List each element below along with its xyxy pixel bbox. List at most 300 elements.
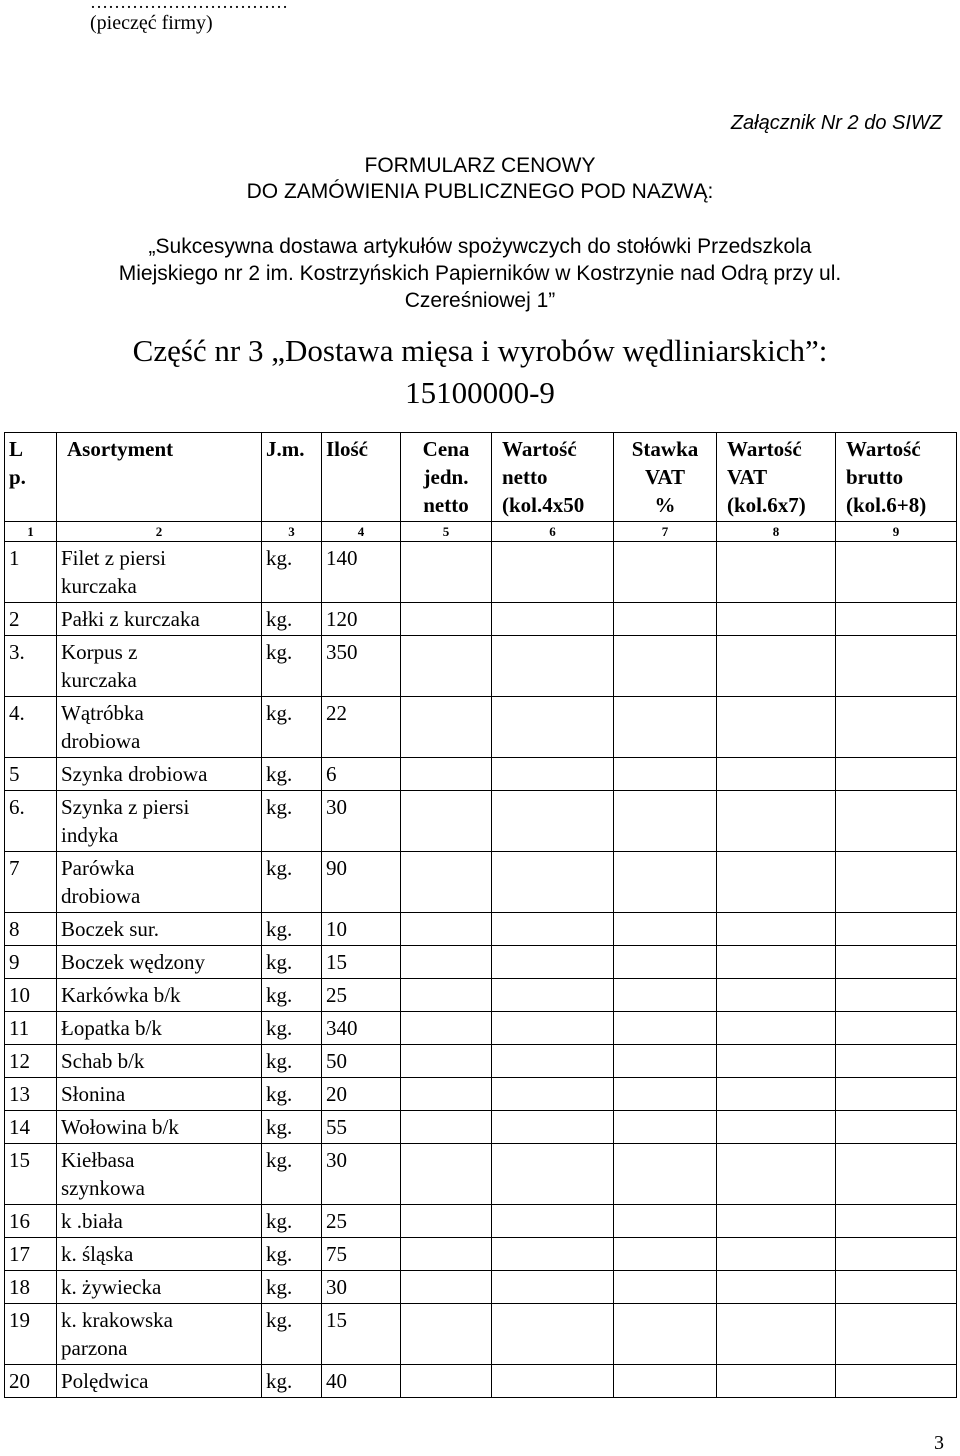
row-number-text: 4. bbox=[9, 701, 25, 725]
gross-value-cell-empty[interactable] bbox=[836, 1012, 957, 1045]
unit-price-cell-empty[interactable] bbox=[401, 946, 492, 979]
header-text: % bbox=[654, 493, 676, 517]
vat-value-cell-empty[interactable] bbox=[717, 542, 836, 603]
gross-value-cell-empty[interactable] bbox=[836, 1205, 957, 1238]
quantity bbox=[322, 1045, 401, 1078]
header-text: Stawka bbox=[631, 437, 699, 461]
header-vat-rate bbox=[614, 433, 717, 522]
row-number bbox=[5, 697, 57, 758]
gross-value-cell-empty[interactable] bbox=[836, 636, 957, 697]
company-stamp-placeholder: …………………………… bbox=[90, 0, 288, 12]
row-number-text: 19 bbox=[9, 1308, 30, 1332]
quantity-text: 30 bbox=[326, 1148, 347, 1172]
unit-of-measure-text: kg. bbox=[266, 607, 293, 631]
net-value-cell-empty[interactable] bbox=[492, 1238, 614, 1271]
net-value-cell-empty[interactable] bbox=[492, 1111, 614, 1144]
net-value-cell-empty[interactable] bbox=[492, 913, 614, 946]
unit-of-measure bbox=[262, 1238, 322, 1271]
gross-value-cell-empty[interactable] bbox=[836, 1238, 957, 1271]
unit-price-cell-empty[interactable] bbox=[401, 1111, 492, 1144]
quantity-text: 22 bbox=[326, 701, 347, 725]
vat-value-cell-empty[interactable] bbox=[717, 1012, 836, 1045]
assortment-name bbox=[57, 1238, 262, 1271]
header-text: L bbox=[9, 437, 24, 461]
net-value-cell-empty[interactable] bbox=[492, 1012, 614, 1045]
header-row bbox=[5, 433, 957, 522]
net-value-cell-empty[interactable] bbox=[492, 1304, 614, 1365]
assortment-name bbox=[57, 1304, 262, 1365]
unit-price-cell-empty[interactable] bbox=[401, 1365, 492, 1398]
assortment-name bbox=[57, 542, 262, 603]
header-text: netto bbox=[502, 465, 548, 489]
vat-value-cell-empty[interactable] bbox=[717, 1304, 836, 1365]
quantity-text: 55 bbox=[326, 1115, 347, 1139]
header-gross-value bbox=[836, 433, 957, 522]
vat-value-cell-empty[interactable] bbox=[717, 603, 836, 636]
row-number-text: 9 bbox=[9, 950, 20, 974]
vat-value-cell-empty[interactable] bbox=[717, 1078, 836, 1111]
vat-rate-cell-empty[interactable] bbox=[614, 1012, 717, 1045]
vat-rate-cell-empty[interactable] bbox=[614, 1078, 717, 1111]
vat-value-cell-empty[interactable] bbox=[717, 913, 836, 946]
gross-value-cell-empty[interactable] bbox=[836, 946, 957, 979]
header-text: (kol.6x7) bbox=[727, 493, 806, 517]
vat-rate-cell-empty[interactable] bbox=[614, 636, 717, 697]
net-value-cell-empty[interactable] bbox=[492, 1271, 614, 1304]
assortment-name-text: k .biała bbox=[61, 1209, 123, 1233]
header-quantity bbox=[322, 433, 401, 522]
unit-of-measure bbox=[262, 1304, 322, 1365]
gross-value-cell-empty[interactable] bbox=[836, 979, 957, 1012]
row-number-text: 8 bbox=[9, 917, 20, 941]
assortment-name bbox=[57, 1045, 262, 1078]
net-value-cell-empty[interactable] bbox=[492, 1045, 614, 1078]
net-value-cell-empty[interactable] bbox=[492, 1144, 614, 1205]
net-value-cell-empty[interactable] bbox=[492, 542, 614, 603]
form-title bbox=[0, 153, 960, 205]
column-number-row bbox=[5, 522, 957, 542]
vat-rate-cell-empty[interactable] bbox=[614, 1111, 717, 1144]
row-number bbox=[5, 1045, 57, 1078]
column-number: 7 bbox=[614, 522, 717, 542]
vat-rate-cell-empty[interactable] bbox=[614, 946, 717, 979]
gross-value-cell-empty[interactable] bbox=[836, 791, 957, 852]
assortment-name-text: Wołowina b/k bbox=[61, 1115, 179, 1139]
unit-price-cell-empty[interactable] bbox=[401, 697, 492, 758]
quantity bbox=[322, 1012, 401, 1045]
unit-price-cell-empty[interactable] bbox=[401, 542, 492, 603]
unit-of-measure bbox=[262, 852, 322, 913]
vat-value-cell-empty[interactable] bbox=[717, 1271, 836, 1304]
subject-line: Miejskiego nr 2 im. Kostrzyńskich Papierników w Kostrzynie nad Odrą przy ul. bbox=[118, 262, 842, 285]
row-number bbox=[5, 1304, 57, 1365]
company-stamp-label: (pieczęć firmy) bbox=[90, 12, 213, 34]
assortment-name-text: Słonina bbox=[61, 1082, 126, 1106]
row-number bbox=[5, 1111, 57, 1144]
quantity-text: 25 bbox=[326, 1209, 347, 1233]
table-row bbox=[5, 1271, 957, 1304]
quantity-text: 120 bbox=[326, 607, 358, 631]
header-text: p. bbox=[9, 465, 26, 489]
header-text: Wartość bbox=[502, 437, 577, 461]
header-text: netto bbox=[423, 493, 469, 517]
vat-value-cell-empty[interactable] bbox=[717, 1365, 836, 1398]
table-row bbox=[5, 1205, 957, 1238]
table-row bbox=[5, 913, 957, 946]
unit-of-measure bbox=[262, 1078, 322, 1111]
quantity bbox=[322, 1078, 401, 1111]
vat-rate-cell-empty[interactable] bbox=[614, 791, 717, 852]
row-number bbox=[5, 758, 57, 791]
vat-value-cell-empty[interactable] bbox=[717, 1238, 836, 1271]
unit-price-cell-empty[interactable] bbox=[401, 636, 492, 697]
assortment-name-text: Filet z piersi bbox=[61, 546, 166, 570]
unit-price-cell-empty[interactable] bbox=[401, 791, 492, 852]
unit-of-measure-text: kg. bbox=[266, 917, 293, 941]
unit-of-measure bbox=[262, 1205, 322, 1238]
unit-of-measure bbox=[262, 1144, 322, 1205]
header-text: (kol.6+8) bbox=[846, 493, 927, 517]
quantity-text: 20 bbox=[326, 1082, 347, 1106]
column-number: 6 bbox=[492, 522, 614, 542]
unit-of-measure-text: kg. bbox=[266, 1082, 293, 1106]
header-text: VAT bbox=[644, 465, 686, 489]
header-unit bbox=[262, 433, 322, 522]
vat-rate-cell-empty[interactable] bbox=[614, 603, 717, 636]
unit-of-measure-text: kg. bbox=[266, 983, 293, 1007]
unit-of-measure-text: kg. bbox=[266, 1242, 293, 1266]
vat-value-cell-empty[interactable] bbox=[717, 791, 836, 852]
unit-price-cell-empty[interactable] bbox=[401, 913, 492, 946]
assortment-name bbox=[57, 697, 262, 758]
vat-rate-cell-empty[interactable] bbox=[614, 852, 717, 913]
column-number: 9 bbox=[836, 522, 957, 542]
row-number bbox=[5, 852, 57, 913]
row-number bbox=[5, 913, 57, 946]
quantity-text: 90 bbox=[326, 856, 347, 880]
table-row bbox=[5, 758, 957, 791]
row-number bbox=[5, 1012, 57, 1045]
quantity bbox=[322, 979, 401, 1012]
gross-value-cell-empty[interactable] bbox=[836, 1144, 957, 1205]
vat-rate-cell-empty[interactable] bbox=[614, 697, 717, 758]
row-number bbox=[5, 1271, 57, 1304]
gross-value-cell-empty[interactable] bbox=[836, 852, 957, 913]
header-text: Cena bbox=[422, 437, 470, 461]
table-row bbox=[5, 1012, 957, 1045]
unit-price-cell-empty[interactable] bbox=[401, 1238, 492, 1271]
vat-value-cell-empty[interactable] bbox=[717, 636, 836, 697]
unit-price-cell-empty[interactable] bbox=[401, 852, 492, 913]
vat-value-cell-empty[interactable] bbox=[717, 1205, 836, 1238]
gross-value-cell-empty[interactable] bbox=[836, 542, 957, 603]
net-value-cell-empty[interactable] bbox=[492, 1205, 614, 1238]
unit-price-cell-empty[interactable] bbox=[401, 1045, 492, 1078]
row-number-text: 1 bbox=[9, 546, 20, 570]
unit-of-measure-text: kg. bbox=[266, 1016, 293, 1040]
vat-rate-cell-empty[interactable] bbox=[614, 1045, 717, 1078]
unit-price-cell-empty[interactable] bbox=[401, 1144, 492, 1205]
unit-of-measure-text: kg. bbox=[266, 1049, 293, 1073]
vat-value-cell-empty[interactable] bbox=[717, 1144, 836, 1205]
header-assortment bbox=[57, 433, 262, 522]
net-value-cell-empty[interactable] bbox=[492, 946, 614, 979]
assortment-name-text: Polędwica bbox=[61, 1369, 149, 1393]
quantity-text: 10 bbox=[326, 917, 347, 941]
header-vat-value bbox=[717, 433, 836, 522]
gross-value-cell-empty[interactable] bbox=[836, 697, 957, 758]
column-number: 4 bbox=[322, 522, 401, 542]
assortment-name-text: k. śląska bbox=[61, 1242, 134, 1266]
table-row bbox=[5, 1111, 957, 1144]
quantity bbox=[322, 852, 401, 913]
vat-rate-cell-empty[interactable] bbox=[614, 913, 717, 946]
assortment-name-text: indyka bbox=[61, 823, 119, 847]
row-number bbox=[5, 1365, 57, 1398]
unit-price-cell-empty[interactable] bbox=[401, 603, 492, 636]
assortment-name bbox=[57, 1012, 262, 1045]
quantity-text: 25 bbox=[326, 983, 347, 1007]
assortment-name-text: Korpus z bbox=[61, 640, 138, 664]
unit-of-measure-text: kg. bbox=[266, 1308, 293, 1332]
quantity bbox=[322, 1111, 401, 1144]
net-value-cell-empty[interactable] bbox=[492, 697, 614, 758]
unit-price-cell-empty[interactable] bbox=[401, 1304, 492, 1365]
row-number bbox=[5, 636, 57, 697]
unit-of-measure-text: kg. bbox=[266, 795, 293, 819]
annex-label: Załącznik Nr 2 do SIWZ bbox=[730, 112, 942, 134]
quantity bbox=[322, 1365, 401, 1398]
assortment-name-text: Pałki z kurczaka bbox=[61, 607, 200, 631]
gross-value-cell-empty[interactable] bbox=[836, 1111, 957, 1144]
quantity bbox=[322, 1238, 401, 1271]
header-text: J.m. bbox=[266, 437, 305, 461]
unit-of-measure bbox=[262, 758, 322, 791]
subject-line: Czereśniowej 1” bbox=[404, 289, 556, 312]
table-row bbox=[5, 1045, 957, 1078]
net-value-cell-empty[interactable] bbox=[492, 603, 614, 636]
assortment-name-text: drobiowa bbox=[61, 884, 141, 908]
assortment-name bbox=[57, 603, 262, 636]
part-title bbox=[0, 330, 960, 414]
table-row bbox=[5, 636, 957, 697]
cpv-code: 15100000-9 bbox=[405, 375, 555, 410]
row-number bbox=[5, 1238, 57, 1271]
assortment-name bbox=[57, 636, 262, 697]
header-text: Wartość bbox=[846, 437, 921, 461]
row-number-text: 7 bbox=[9, 856, 20, 880]
unit-of-measure bbox=[262, 697, 322, 758]
header-text: Wartość bbox=[727, 437, 802, 461]
column-number: 8 bbox=[717, 522, 836, 542]
quantity-text: 75 bbox=[326, 1242, 347, 1266]
table-row bbox=[5, 1238, 957, 1271]
unit-of-measure bbox=[262, 791, 322, 852]
assortment-name bbox=[57, 946, 262, 979]
subject-line: „Sukcesywna dostawa artykułów spożywczych do stołówki Przedszkola bbox=[148, 235, 812, 258]
table-row bbox=[5, 697, 957, 758]
row-number bbox=[5, 946, 57, 979]
table-row bbox=[5, 542, 957, 603]
quantity-text: 30 bbox=[326, 1275, 347, 1299]
row-number-text: 5 bbox=[9, 762, 20, 786]
assortment-name-text: Łopatka b/k bbox=[61, 1016, 162, 1040]
vat-rate-cell-empty[interactable] bbox=[614, 1205, 717, 1238]
gross-value-cell-empty[interactable] bbox=[836, 758, 957, 791]
quantity bbox=[322, 946, 401, 979]
row-number-text: 3. bbox=[9, 640, 25, 664]
net-value-cell-empty[interactable] bbox=[492, 636, 614, 697]
unit-of-measure-text: kg. bbox=[266, 1148, 293, 1172]
row-number bbox=[5, 1205, 57, 1238]
net-value-cell-empty[interactable] bbox=[492, 979, 614, 1012]
net-value-cell-empty[interactable] bbox=[492, 758, 614, 791]
assortment-name bbox=[57, 979, 262, 1012]
table-row bbox=[5, 946, 957, 979]
column-number: 2 bbox=[57, 522, 262, 542]
header-text: Asortyment bbox=[67, 437, 174, 461]
gross-value-cell-empty[interactable] bbox=[836, 603, 957, 636]
gross-value-cell-empty[interactable] bbox=[836, 1365, 957, 1398]
quantity-text: 340 bbox=[326, 1016, 358, 1040]
column-number: 3 bbox=[262, 522, 322, 542]
unit-of-measure bbox=[262, 1365, 322, 1398]
table-row bbox=[5, 1078, 957, 1111]
assortment-name-text: kurczaka bbox=[61, 668, 137, 692]
row-number bbox=[5, 1078, 57, 1111]
quantity bbox=[322, 697, 401, 758]
unit-of-measure-text: kg. bbox=[266, 1115, 293, 1139]
unit-price-cell-empty[interactable] bbox=[401, 1205, 492, 1238]
table-row bbox=[5, 1365, 957, 1398]
assortment-name-text: Kiełbasa bbox=[61, 1148, 135, 1172]
unit-of-measure-text: kg. bbox=[266, 1369, 293, 1393]
quantity-text: 140 bbox=[326, 546, 358, 570]
row-number-text: 15 bbox=[9, 1148, 30, 1172]
row-number-text: 14 bbox=[9, 1115, 30, 1139]
net-value-cell-empty[interactable] bbox=[492, 852, 614, 913]
header-text: Ilość bbox=[326, 437, 368, 461]
unit-of-measure-text: kg. bbox=[266, 950, 293, 974]
vat-value-cell-empty[interactable] bbox=[717, 979, 836, 1012]
vat-rate-cell-empty[interactable] bbox=[614, 1238, 717, 1271]
unit-of-measure-text: kg. bbox=[266, 1275, 293, 1299]
unit-of-measure bbox=[262, 1045, 322, 1078]
row-number-text: 11 bbox=[9, 1016, 30, 1040]
unit-of-measure bbox=[262, 1111, 322, 1144]
row-number-text: 6. bbox=[9, 795, 25, 819]
table-row bbox=[5, 979, 957, 1012]
table-row bbox=[5, 1304, 957, 1365]
vat-rate-cell-empty[interactable] bbox=[614, 1304, 717, 1365]
vat-rate-cell-empty[interactable] bbox=[614, 758, 717, 791]
header-net-value bbox=[492, 433, 614, 522]
header-text: jedn. bbox=[423, 465, 469, 489]
header-text: (kol.4x50 bbox=[502, 493, 585, 517]
unit-price-cell-empty[interactable] bbox=[401, 1271, 492, 1304]
vat-value-cell-empty[interactable] bbox=[717, 697, 836, 758]
vat-value-cell-empty[interactable] bbox=[717, 1111, 836, 1144]
vat-value-cell-empty[interactable] bbox=[717, 852, 836, 913]
assortment-name-text: Szynka z piersi bbox=[61, 795, 190, 819]
assortment-name-text: k. żywiecka bbox=[61, 1275, 162, 1299]
unit-of-measure bbox=[262, 636, 322, 697]
row-number bbox=[5, 979, 57, 1012]
unit-of-measure bbox=[262, 1271, 322, 1304]
table-row bbox=[5, 603, 957, 636]
row-number-text: 20 bbox=[9, 1369, 30, 1393]
quantity-text: 15 bbox=[326, 1308, 347, 1332]
assortment-name bbox=[57, 1144, 262, 1205]
price-table bbox=[4, 432, 957, 1398]
assortment-name-text: Szynka drobiowa bbox=[61, 762, 208, 786]
net-value-cell-empty[interactable] bbox=[492, 791, 614, 852]
net-value-cell-empty[interactable] bbox=[492, 1365, 614, 1398]
row-number-text: 10 bbox=[9, 983, 30, 1007]
assortment-name-text: Boczek wędzony bbox=[61, 950, 206, 974]
column-number: 1 bbox=[5, 522, 57, 542]
unit-price-cell-empty[interactable] bbox=[401, 758, 492, 791]
vat-value-cell-empty[interactable] bbox=[717, 758, 836, 791]
gross-value-cell-empty[interactable] bbox=[836, 1271, 957, 1304]
unit-of-measure-text: kg. bbox=[266, 701, 293, 725]
quantity bbox=[322, 1271, 401, 1304]
assortment-name-text: kurczaka bbox=[61, 574, 137, 598]
part-name: Część nr 3 „Dostawa mięsa i wyrobów wędliniarskich”: bbox=[132, 333, 828, 368]
quantity bbox=[322, 603, 401, 636]
assortment-name bbox=[57, 1078, 262, 1111]
gross-value-cell-empty[interactable] bbox=[836, 1078, 957, 1111]
row-number-text: 16 bbox=[9, 1209, 30, 1233]
assortment-name-text: Boczek sur. bbox=[61, 917, 159, 941]
unit-of-measure-text: kg. bbox=[266, 640, 293, 664]
assortment-name bbox=[57, 1365, 262, 1398]
row-number bbox=[5, 791, 57, 852]
gross-value-cell-empty[interactable] bbox=[836, 1045, 957, 1078]
quantity-text: 40 bbox=[326, 1369, 347, 1393]
assortment-name bbox=[57, 852, 262, 913]
form-title-line: FORMULARZ CENOWY bbox=[364, 154, 596, 177]
vat-rate-cell-empty[interactable] bbox=[614, 542, 717, 603]
assortment-name bbox=[57, 1271, 262, 1304]
header-text: brutto bbox=[846, 465, 904, 489]
assortment-name bbox=[57, 791, 262, 852]
assortment-name-text: parzona bbox=[61, 1336, 128, 1360]
unit-of-measure-text: kg. bbox=[266, 856, 293, 880]
unit-price-cell-empty[interactable] bbox=[401, 1012, 492, 1045]
gross-value-cell-empty[interactable] bbox=[836, 1304, 957, 1365]
vat-rate-cell-empty[interactable] bbox=[614, 1271, 717, 1304]
vat-value-cell-empty[interactable] bbox=[717, 1045, 836, 1078]
quantity-text: 6 bbox=[326, 762, 337, 786]
assortment-name-text: szynkowa bbox=[61, 1176, 145, 1200]
quantity-text: 350 bbox=[326, 640, 358, 664]
vat-rate-cell-empty[interactable] bbox=[614, 1365, 717, 1398]
row-number bbox=[5, 603, 57, 636]
quantity bbox=[322, 1144, 401, 1205]
unit-of-measure bbox=[262, 603, 322, 636]
page-number: 3 bbox=[934, 1432, 944, 1454]
unit-price-cell-empty[interactable] bbox=[401, 1078, 492, 1111]
vat-value-cell-empty[interactable] bbox=[717, 946, 836, 979]
unit-price-cell-empty[interactable] bbox=[401, 979, 492, 1012]
row-number-text: 17 bbox=[9, 1242, 30, 1266]
vat-rate-cell-empty[interactable] bbox=[614, 1144, 717, 1205]
vat-rate-cell-empty[interactable] bbox=[614, 979, 717, 1012]
gross-value-cell-empty[interactable] bbox=[836, 913, 957, 946]
assortment-name-text: Wątróbka bbox=[61, 701, 144, 725]
net-value-cell-empty[interactable] bbox=[492, 1078, 614, 1111]
